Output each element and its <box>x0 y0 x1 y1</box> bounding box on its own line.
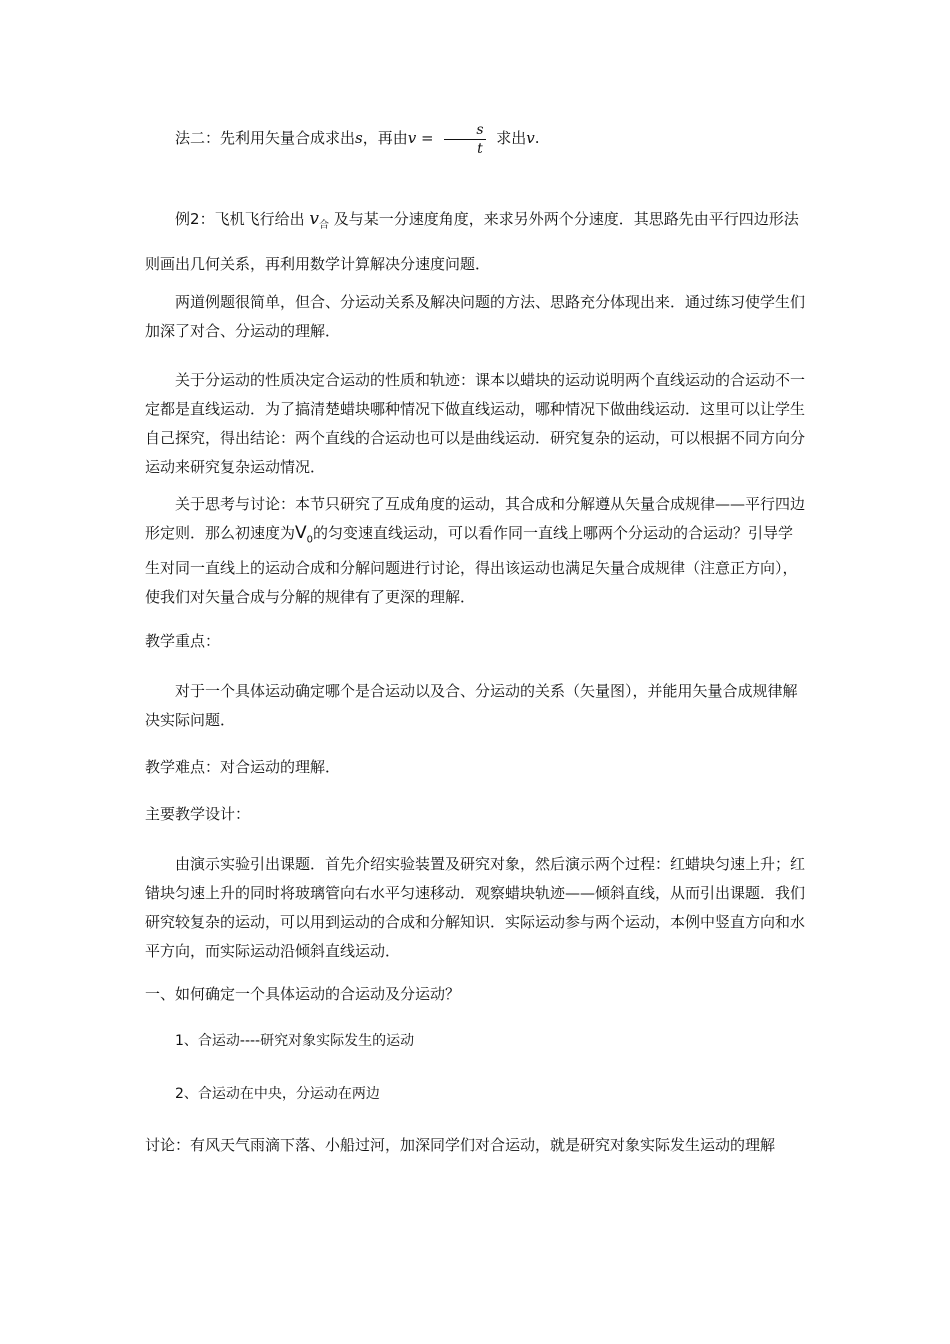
fraction-numerator: s <box>444 121 485 140</box>
example-two-paragraph <box>145 200 805 283</box>
list-item-2: 2、合运动在中央，分运动在两边 <box>175 1086 380 1102</box>
var-v: v <box>407 129 417 147</box>
v0-letter: V <box>295 523 307 543</box>
equals-sign: = <box>416 129 439 147</box>
var-v-he: v <box>309 209 319 229</box>
example-intro: ：飞机飞行给出 <box>199 210 310 228</box>
heading-design: 主要教学设计： <box>145 805 251 823</box>
fraction-denominator: t <box>477 140 483 157</box>
think-discuss-paragraph <box>145 490 805 612</box>
think-discuss-text: 关于思考与讨论：本节只研究了互成角度的运动，其合成和分解遵从矢量合成规律——平行四边形定则．那么初速度为 <box>145 495 806 542</box>
fraction-s-over-t <box>444 121 485 158</box>
subscript-he: 合 <box>318 220 329 231</box>
var-v-result: v <box>526 129 535 147</box>
method-two-after: 求出 <box>491 129 527 147</box>
var-s: s <box>355 129 363 147</box>
list-item-1: 1、合运动----研究对象实际发生的运动 <box>175 1033 415 1049</box>
design-paragraph: 由演示实验引出课题．首先介绍实验装置及研究对象，然后演示两个过程：红蜡块匀速上升；红错块匀速上升的同时将玻璃管向右水平匀速移动．观察蜡块轨迹——倾斜直线，从而引出课题．我们研究较复杂的运动，可以用到运动的合成和分解知识．实际运动参与两个运动，本例中竖直方向和水平方向，而实际运动沿倾斜直线运动． <box>145 855 806 960</box>
heading-key-point: 教学重点： <box>145 632 221 650</box>
component-motion-paragraph: 关于分运动的性质决定合运动的性质和轨迹：课本以蜡块的运动说明两个直线运动的合运动不一定都是直线运动．为了搞清楚蜡块哪种情况下做直线运动，哪种情况下做曲线运动．这里可以让学生自己探究，得出结论：两个直线的合运动也可以是曲线运动．研究复杂的运动，可以根据不同方向分运动来研究复杂运动情况． <box>145 371 806 476</box>
method-two-end: . <box>534 129 540 147</box>
example-number: 2 <box>190 210 200 228</box>
discussion-paragraph: 讨论：有风天气雨滴下落、小船过河，加深同学们对合运动，就是研究对象实际发生运动的理解 <box>145 1136 776 1154</box>
section-one-heading: 一、如何确定一个具体运动的合运动及分运动？ <box>145 985 461 1003</box>
think-discuss-after: 的匀变速直线运动，可以看作同一直线上哪两个分运动的合运动？引导学生对同一直线上的运动合成和分解问题进行讨论，得出该运动也满足矢量合成规律（注意正方向），使我们对矢量合成与分解的规律有了更深的理解． <box>145 524 798 607</box>
heading-difficulty: 教学难点：对合运动的理解． <box>145 758 341 776</box>
method-two-middle: ，再由 <box>362 129 408 147</box>
summary-paragraph: 两道例题很简单，但合、分运动关系及解决问题的方法、思路充分体现出来．通过练习使学生们加深了对合、分运动的理解． <box>145 293 806 340</box>
example-label: 例 <box>175 210 191 228</box>
example-body: 及与某一分速度角度，来求另外两个分速度．其思路先由平行四边形法则画出几何关系，再利用数学计算解决分速度问题． <box>145 210 799 273</box>
v0-symbol <box>295 523 314 546</box>
method-two-paragraph <box>145 118 805 158</box>
key-point-paragraph: 对于一个具体运动确定哪个是合运动以及合、分运动的关系（矢量图），并能用矢量合成规律解决实际问题． <box>145 682 798 729</box>
method-two-text: 法二：先利用矢量合成求出 <box>175 129 356 147</box>
v0-subscript: 0 <box>306 534 314 546</box>
